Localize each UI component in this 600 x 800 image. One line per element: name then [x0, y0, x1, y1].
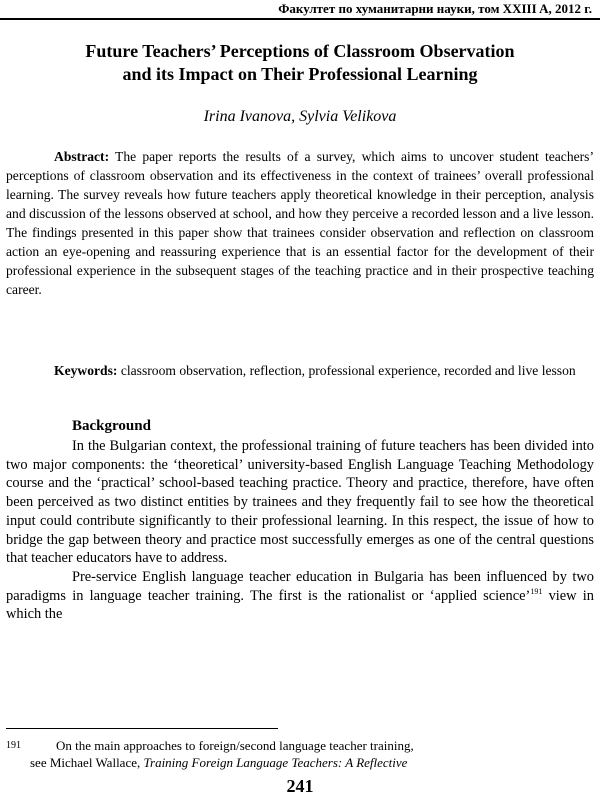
running-header: Факултет по хуманитарни науки, том XXIII A, 2012 г. [0, 0, 600, 20]
body-text [6, 437, 594, 624]
section-heading: Background [72, 418, 151, 434]
title-line-1: Future Teachers’ Perceptions of Classroom Observation [85, 41, 515, 61]
keywords-text: classroom observation, reflection, professional experience, recorded and live lesson [117, 363, 576, 378]
paragraph-2-text: Pre-service English language teacher education in Bulgaria has been influenced by two paradigms in language teacher training. The first is the rationalist or ‘applied science’ [6, 568, 594, 604]
footnote-reference[interactable]: 191 [530, 586, 543, 596]
abstract [6, 147, 594, 299]
page-number: 241 [286, 776, 314, 796]
footnote-divider [6, 728, 278, 729]
keywords [6, 361, 594, 380]
paragraph-2-text-end: view in which the [6, 587, 594, 623]
paragraph-2 [6, 568, 594, 624]
authors: Irina Ivanova, Sylvia Velikova [203, 108, 397, 125]
footnote-line-1: On the main approaches to foreign/second language teacher training, [56, 738, 414, 753]
abstract-label: Abstract: [54, 149, 110, 164]
footnote [6, 737, 594, 771]
keywords-label: Keywords: [54, 363, 118, 378]
footnote-line-2-text: see Michael Wallace, [30, 755, 144, 770]
footnote-number: 191 [6, 740, 21, 751]
footnote-book-title: Training Foreign Language Teachers: A Reflective [143, 755, 408, 770]
title-line-2: and its Impact on Their Professional Learning [122, 64, 478, 84]
footnote-line-2 [30, 754, 594, 771]
paragraph-1: In the Bulgarian context, the professional training of future teachers has been divided into two major components: the ‘theoretical’ university-based English Language Teaching Methodology course and the ‘practical’ school-based teaching practice. Theory and practice, therefore, have often been perceived as two distinct entities by trainees and they frequently fail to see how the theoretical input could contribute significantly to their professional learning. In this respect, the issue of how to bridge the gap between theory and practice most successfully emerges as one of the central questions that teacher educators have to address. [6, 438, 594, 567]
article-title [0, 40, 600, 86]
abstract-text: The paper reports the results of a survey, which aims to uncover student teachers’ perceptions of classroom observation and its effectiveness in the context of trainees’ overall professional learning. The survey reveals how future teachers apply theoretical knowledge in their perception, analysis and discussion of the lessons observed at school, and how they perceive a recorded lesson and a live lesson. The findings presented in this paper show that trainees consider observation and reflection on classroom action an eye-opening and reassuring experience that is an essential factor for the development of their professional experience in the subsequent stages of the teaching practice and in their prospective teaching career. [6, 149, 594, 297]
